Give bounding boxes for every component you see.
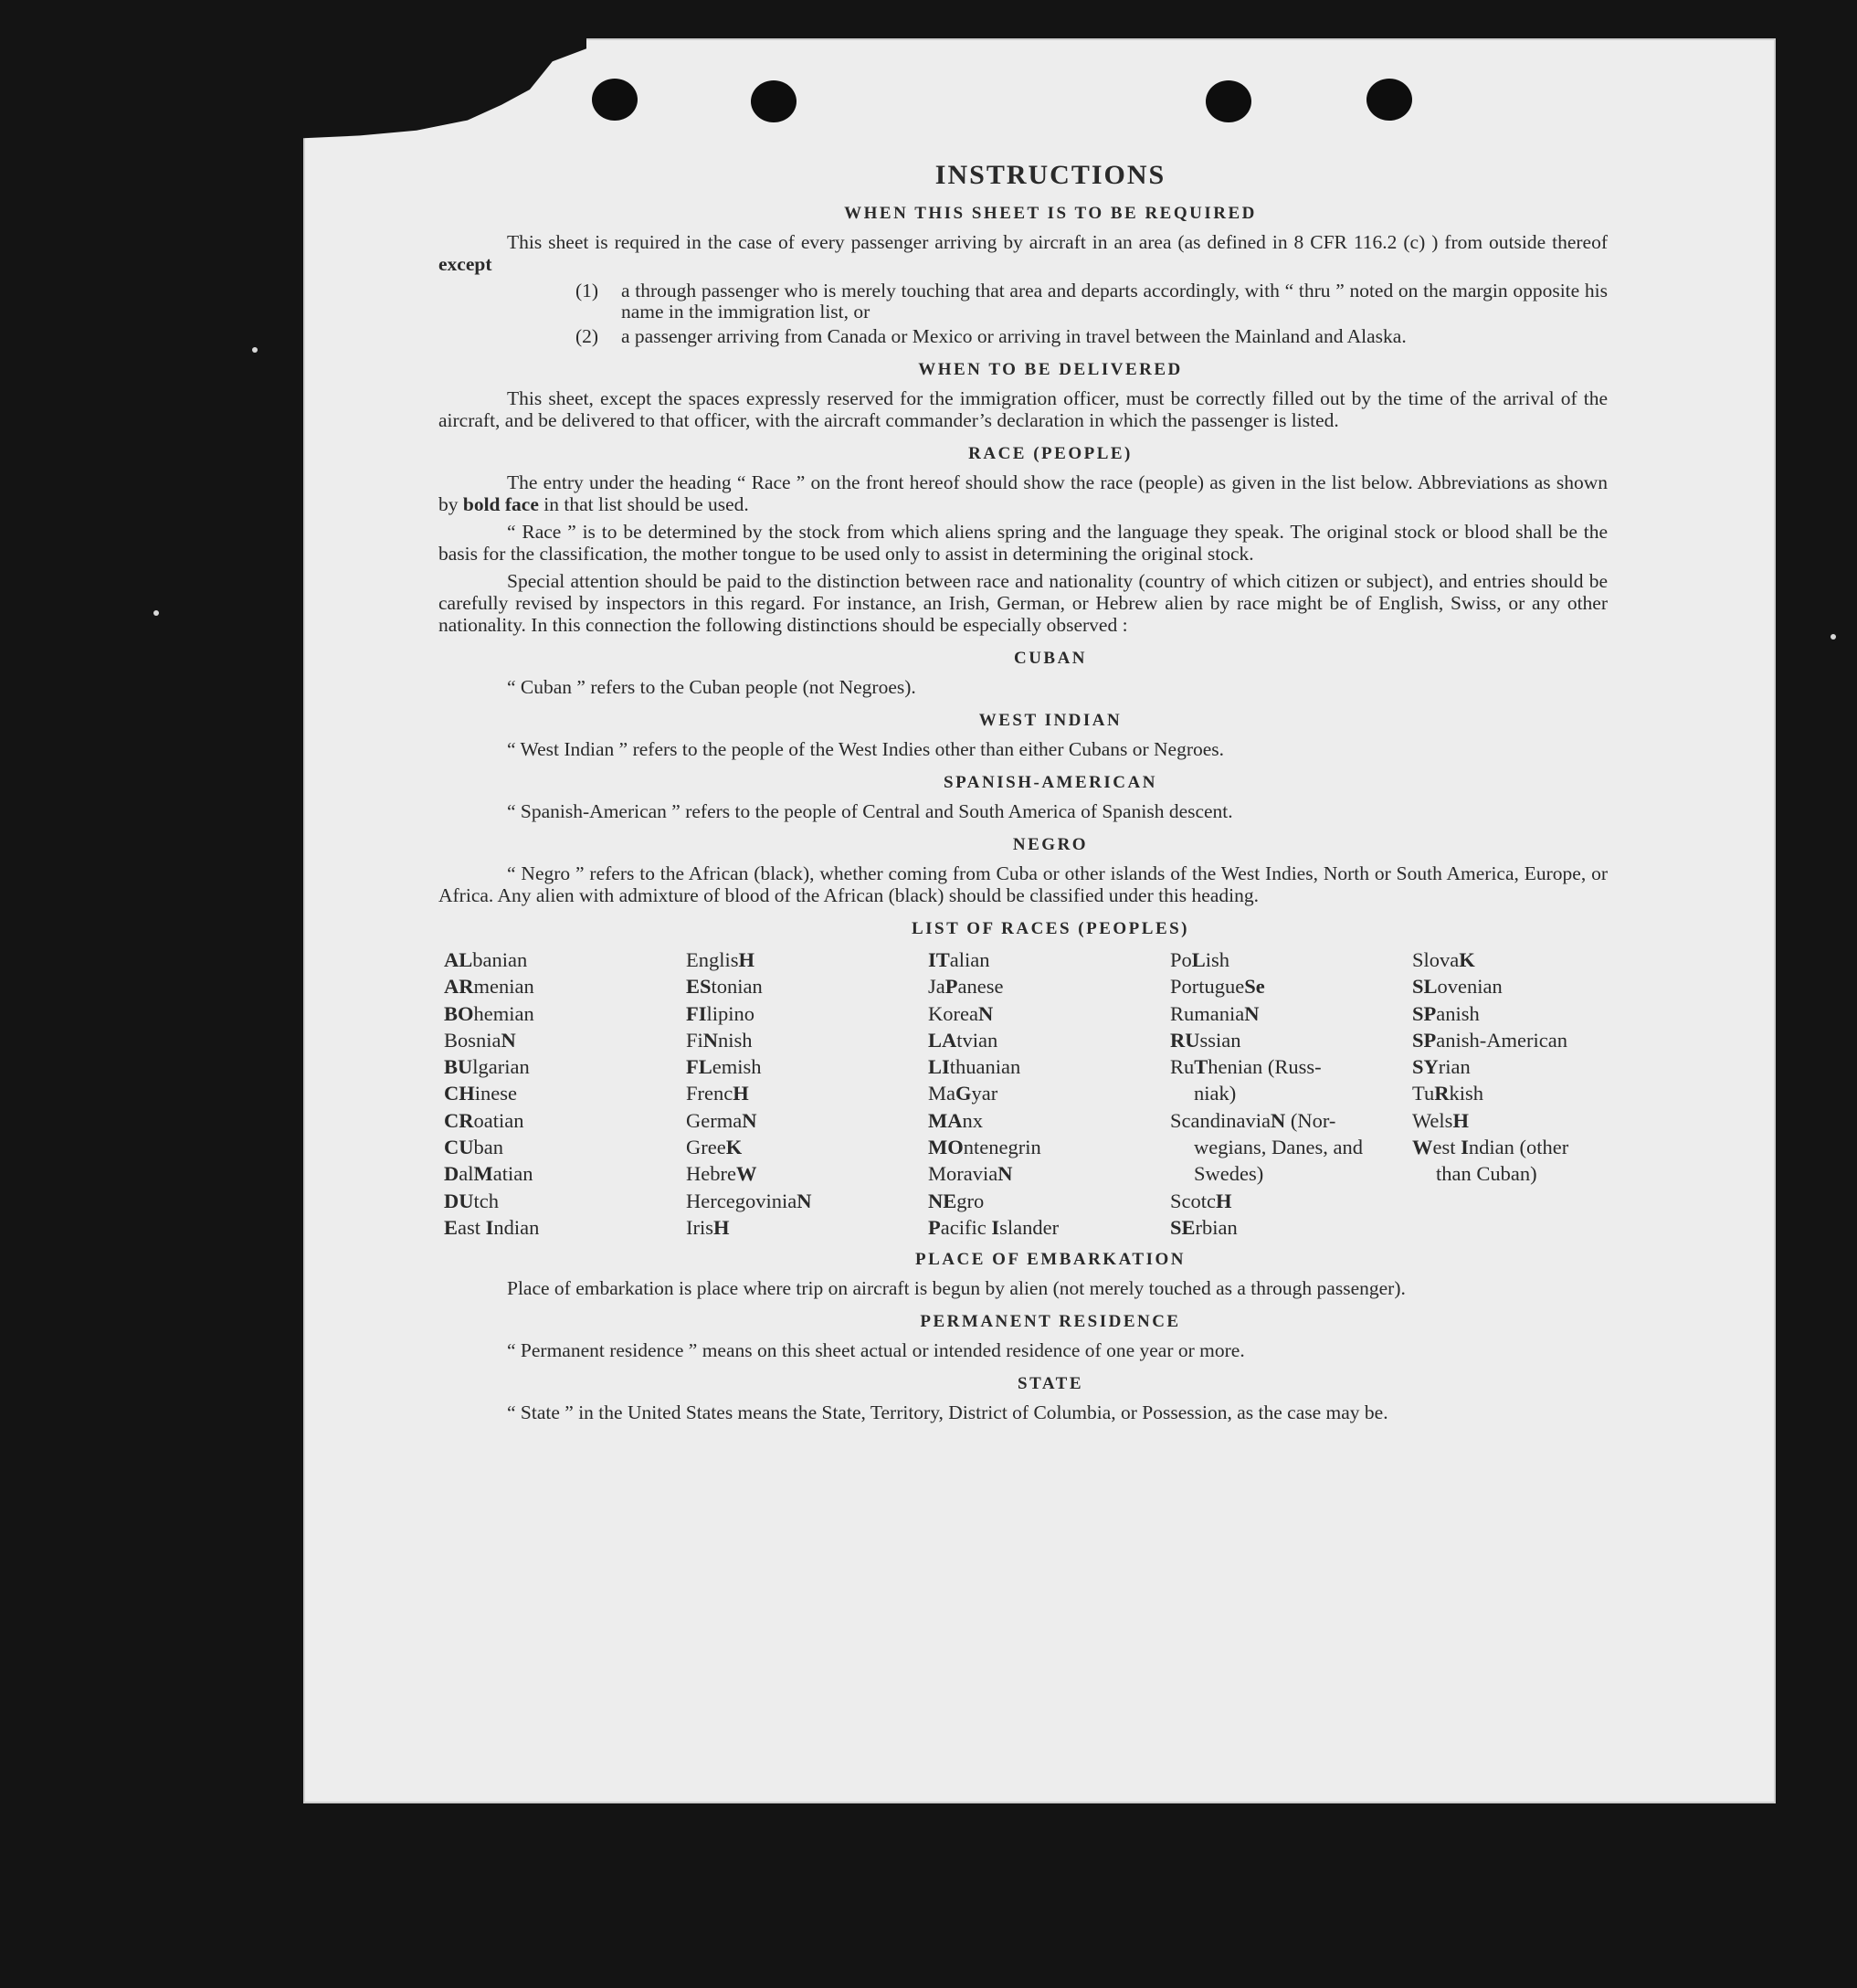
race-entry [444,1000,686,1027]
race-entry [1412,1027,1654,1053]
spanish-american-text: “ Spanish-American ” refers to the people of Central and South America of Spanish descent. [507,800,1233,822]
exception-number: (1) [575,280,599,301]
race-text: Korea [928,1001,978,1025]
section-heading-race: RACE (PEOPLE) [968,444,1133,463]
race-text: ntenegrin [963,1136,1041,1159]
race-text: Frenc [686,1082,733,1105]
race-text: ndian (other [1468,1136,1569,1159]
race-entry [444,1053,686,1080]
race-paragraph-3: Special attention should be paid to the distinction between race and nationality (country of which citizen or subject), and entries should be carefully revised by inspectors in this regard. For instance, an Irish, German, or Hebrew alien by race might be of English, Swiss, or any other nationality. In this connection the following distinctions should be especially observed : [438,570,1608,636]
race-text: Ja [928,975,945,999]
section-heading-negro: NEGRO [1012,835,1089,854]
race-entry [928,1134,1170,1160]
race-p1-bold: bold face [462,493,539,515]
race-abbrev: N [1270,1108,1286,1132]
race-abbrev: N [501,1028,516,1052]
race-abbrev: K [725,1136,743,1159]
exception-item [575,326,1608,347]
race-p1-end: in that list should be used. [543,493,749,515]
race-abbrev: N [797,1189,812,1212]
race-entry [444,946,686,973]
race-abbrev: SE [1170,1215,1196,1239]
race-text: tonian [711,975,763,999]
race-text: ndian [493,1215,540,1239]
race-text: Germa [686,1108,743,1132]
race-entry [444,1160,686,1187]
race-abbrev: G [955,1082,972,1105]
race-entry [686,1107,928,1134]
race-entry [686,1053,928,1080]
race-text: acific [940,1215,992,1239]
race-entry [444,1214,686,1241]
race-text: lgarian [472,1055,530,1079]
race-abbrev: K [1459,948,1475,971]
race-text: (Nor- [1285,1108,1336,1132]
race-abbrev: N [1244,1001,1260,1025]
punch-hole [592,79,638,121]
race-entry [444,973,686,999]
race-text: Gree [686,1136,726,1159]
race-p1-start: The entry under the heading “ Race ” on the front hereof should show the race (people) as given in the list below. Abbreviations as shown by [438,471,1608,515]
race-text: Bosnia [444,1028,501,1052]
section-heading-list-of-races: LIST OF RACES (PEOPLES) [911,919,1190,938]
race-entry [444,1188,686,1214]
race-abbrev: N [997,1162,1013,1186]
race-abbrev: N [702,1028,719,1052]
page-title: INSTRUCTIONS [934,160,1166,190]
race-text: thuanian [949,1055,1021,1079]
punch-hole [1206,80,1251,122]
required-intro-text: This sheet is required in the case of every passenger arriving by aircraft in an area (as defined in 8 CFR 116.2 (c) ) from outside thereof [507,231,1608,253]
race-text: ovenian [1437,975,1503,999]
race-abbrev: M [473,1162,493,1186]
race-abbrev: SP [1412,1001,1437,1025]
cuban-text: “ Cuban ” refers to the Cuban people (not Negroes). [507,676,916,698]
west-indian-text: “ West Indian ” refers to the people of the West Indies other than either Cubans or Negroes. [507,738,1225,760]
races-column [444,946,686,1241]
exceptions-list [438,280,1608,347]
race-text: Fi [686,1028,703,1052]
race-text: slander [999,1215,1060,1239]
race-abbrev: H [733,1082,749,1105]
race-entry [1170,1107,1412,1188]
race-entry [444,1134,686,1160]
race-text: Ma [928,1082,955,1105]
race-entry [928,1107,1170,1134]
scan-speck [1831,634,1836,640]
race-text: Rumania [1170,1001,1245,1025]
race-abbrev: BU [444,1055,473,1079]
race-abbrev: N [742,1108,757,1132]
race-entry [1170,1027,1412,1053]
race-entry [1412,1053,1654,1080]
race-entry [686,1027,928,1053]
race-entry [928,1160,1170,1187]
races-column [928,946,1170,1241]
race-entry [686,1134,928,1160]
section-heading-embarkation: PLACE OF EMBARKATION [915,1250,1186,1270]
race-abbrev: P [944,975,958,999]
race-entry [928,946,1170,973]
races-column [1170,946,1412,1241]
race-abbrev: W [1412,1136,1433,1159]
race-text: Tu [1412,1082,1435,1105]
race-entry [444,1027,686,1053]
race-entry [1170,1053,1412,1107]
race-entry [1170,1214,1412,1241]
race-entry [686,1188,928,1214]
instructions-content [438,160,1608,1429]
race-abbrev: H [1216,1189,1232,1212]
race-abbrev: H [1452,1108,1469,1132]
race-abbrev: IT [928,948,950,971]
race-entry [928,1080,1170,1106]
race-abbrev: E [444,1215,459,1239]
races-table [444,946,1613,1241]
race-text: est [1432,1136,1461,1159]
races-column [686,946,928,1241]
race-text: gro [956,1189,985,1212]
residence-text: “ Permanent residence ” means on this sheet actual or intended residence of one year or more. [507,1339,1245,1362]
race-abbrev: H [738,948,755,971]
race-abbrev: R [1434,1082,1450,1105]
race-entry [928,1027,1170,1053]
race-entry [928,1053,1170,1080]
race-entry [928,973,1170,999]
race-entry [1170,973,1412,999]
race-abbrev: I [485,1215,494,1239]
race-abbrev: ES [686,975,712,999]
race-text: ish [1205,948,1230,971]
race-text: Hercegovinia [686,1189,797,1212]
race-abbrev: MO [928,1136,964,1159]
race-text: Portugue [1170,975,1245,999]
race-text: Iris [686,1215,713,1239]
exception-item [575,280,1608,323]
exception-number: (2) [575,325,599,347]
race-entry [1170,946,1412,973]
race-text: anese [957,975,1004,999]
race-entry [686,1000,928,1027]
race-entry [1412,1000,1654,1027]
race-text-continued: wegians, Danes, and Swedes) [1194,1136,1363,1186]
race-text: oatian [473,1108,524,1132]
race-abbrev: MA [928,1108,963,1132]
race-text: tch [473,1189,499,1212]
race-abbrev: Se [1244,975,1265,999]
race-abbrev: I [1461,1136,1469,1159]
race-text: ban [473,1136,503,1159]
race-text: anish-American [1436,1028,1567,1052]
race-text: Moravia [928,1162,998,1186]
race-abbrev: P [928,1215,941,1239]
race-entry [1412,973,1654,999]
race-entry [928,1188,1170,1214]
race-text: Scotc [1170,1189,1216,1212]
race-entry [1412,1080,1654,1106]
race-abbrev: FL [686,1055,712,1079]
race-text: atian [492,1162,533,1186]
race-text: al [459,1162,474,1186]
required-intro [438,231,1608,275]
race-abbrev: T [1194,1055,1208,1079]
race-entry [1412,1107,1654,1134]
race-text: kish [1449,1082,1483,1105]
race-entry [928,1214,1170,1241]
race-entry [444,1080,686,1106]
race-entry [1412,1134,1654,1188]
section-heading-residence: PERMANENT RESIDENCE [920,1312,1181,1332]
scan-speck [153,610,159,616]
race-entry [686,1080,928,1106]
race-abbrev: AL [444,948,473,971]
race-text: Wels [1412,1108,1453,1132]
races-column [1412,946,1654,1241]
section-heading-delivered: WHEN TO BE DELIVERED [918,360,1183,379]
race-text: Ru [1170,1055,1195,1079]
section-heading-west-indian: WEST INDIAN [978,711,1123,730]
race-abbrev: I [991,1215,1000,1239]
race-entry [686,1214,928,1241]
race-text: ast [458,1215,486,1239]
race-text-continued: niak) [1194,1082,1237,1105]
race-text: Hebre [686,1162,736,1186]
race-text: lipino [706,1001,755,1025]
race-paragraph-2: “ Race ” is to be determined by the stock from which aliens spring and the language they speak. The original stock or blood shall be the basis for the classification, the mother tongue to be used only to assist in determining the original stock. [438,521,1608,565]
race-abbrev: CU [444,1136,474,1159]
race-text: Po [1170,948,1192,971]
race-text-continued: than Cuban) [1436,1162,1537,1186]
race-paragraph-1 [438,471,1608,515]
race-text: rbian [1195,1215,1238,1239]
negro-text: “ Negro ” refers to the African (black), whether coming from Cuba or other islands of the West Indies, North or South America, Europe, or Africa. Any alien with admixture of blood of the African (black) should be classified under this heading. [438,862,1608,906]
race-entry [1170,1000,1412,1027]
race-abbrev: LA [928,1028,957,1052]
race-abbrev: W [735,1162,757,1186]
race-text: ssian [1199,1028,1241,1052]
punch-hole [751,80,797,122]
race-entry [686,946,928,973]
race-abbrev: AR [444,975,474,999]
race-abbrev: SL [1412,975,1438,999]
race-abbrev: NE [928,1189,957,1212]
race-entry [444,1107,686,1134]
race-abbrev: CR [444,1108,474,1132]
race-entry [686,1160,928,1187]
exception-text: a passenger arriving from Canada or Mexico or arriving in travel between the Mainland and Alaska. [621,325,1407,347]
race-text: banian [472,948,528,971]
race-entry [686,973,928,999]
section-heading-state: STATE [1018,1374,1083,1394]
race-entry [1170,1188,1412,1214]
race-text: inese [474,1082,517,1105]
race-entry [928,1000,1170,1027]
race-text: hemian [473,1001,534,1025]
race-abbrev: RU [1170,1028,1200,1052]
required-intro-bold: except [438,253,492,275]
scan-speck [252,347,258,353]
section-heading-cuban: CUBAN [1013,649,1088,668]
race-abbrev: LI [928,1055,950,1079]
race-text: Scandinavia [1170,1108,1271,1132]
race-text: Slova [1412,948,1460,971]
section-heading-spanish-american: SPANISH-AMERICAN [944,773,1157,792]
race-abbrev: L [1191,948,1206,971]
race-text: yar [971,1082,998,1105]
section-heading-required: WHEN THIS SHEET IS TO BE REQUIRED [844,204,1257,223]
embarkation-text: Place of embarkation is place where trip on aircraft is begun by alien (not merely touched as a through passenger). [507,1277,1406,1300]
state-text: “ State ” in the United States means the State, Territory, District of Columbia, or Possession, as the case may be. [507,1401,1388,1424]
race-text: rian [1438,1055,1471,1079]
race-text: henian (Russ- [1208,1055,1322,1079]
delivered-text: This sheet, except the spaces expressly reserved for the immigration officer, must be correctly filled out by the time of the arrival of the aircraft, and be delivered to that officer, with the aircraft commander’s declaration in which the passenger is listed. [438,387,1608,431]
race-text: Englis [686,948,739,971]
race-text: nish [718,1028,753,1052]
race-abbrev: D [444,1162,459,1186]
race-entry [1412,946,1654,973]
race-abbrev: H [713,1215,730,1239]
race-text: anish [1436,1001,1480,1025]
race-abbrev: N [977,1001,994,1025]
race-text: tvian [956,1028,998,1052]
race-abbrev: CH [444,1082,475,1105]
race-abbrev: SP [1412,1028,1437,1052]
race-text: menian [473,975,534,999]
race-abbrev: FI [686,1001,707,1025]
race-text: emish [712,1055,762,1079]
race-abbrev: SY [1412,1055,1439,1079]
race-abbrev: BO [444,1001,474,1025]
race-text: alian [949,948,990,971]
punch-hole [1366,79,1412,121]
race-text: nx [962,1108,983,1132]
race-abbrev: DU [444,1189,474,1212]
exception-text: a through passenger who is merely touching that area and departs accordingly, with “ thru ” noted on the margin opposite his name in the immigration list, or [621,280,1608,323]
